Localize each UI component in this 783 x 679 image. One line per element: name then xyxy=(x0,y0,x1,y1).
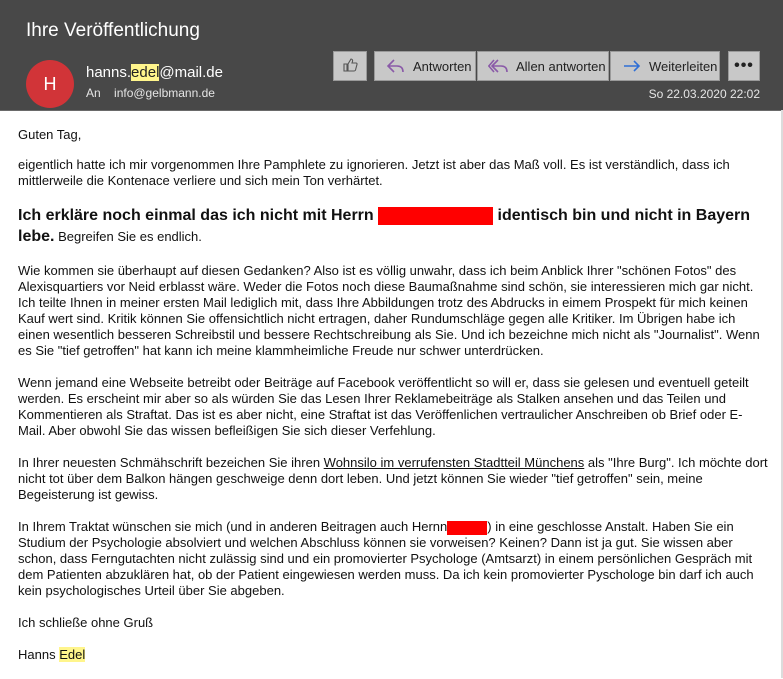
signature xyxy=(18,647,768,663)
recipient-address[interactable]: info@gelbmann.de xyxy=(114,86,215,100)
greeting: Guten Tag, xyxy=(18,127,82,142)
forward-icon xyxy=(619,56,645,76)
reply-all-label: Allen antworten xyxy=(516,58,606,74)
forward-button[interactable] xyxy=(610,51,720,81)
sender-address[interactable] xyxy=(86,64,223,81)
reply-button[interactable] xyxy=(374,51,476,81)
signature-first: Hanns xyxy=(18,647,60,662)
paragraph-wohnsilo-a: In Ihrer neuesten Schmähschrift bezeichen Sie ihren xyxy=(18,455,324,470)
reply-label: Antworten xyxy=(413,58,472,74)
paragraph-website: Wenn jemand eine Webseite betreibt oder Beiträge auf Facebook veröffentlicht so will er, dass sie gelesen und eventuell geteilt werden. Es erscheint mir aber so als würden Sie das Lesen Ihrer Reklamebeiträge als Stalken ansehen und das Teilen und Kommentieren als Straftat. Das ist es aber nicht, eine Straftat ist das Veröffenlichen vertraulicher Anschreiben ob Brief oder E-Mail. Aber obwohl Sie das wissen befleißigen Sie sich dieser Verfehlung. xyxy=(18,375,749,438)
recipient-row xyxy=(86,86,215,100)
sender-address-prefix: hanns. xyxy=(86,64,132,81)
thumbs-up-icon xyxy=(342,57,358,76)
paragraph-traktat-a: In Ihrem Traktat wünschen sie mich (und in anderen Beitragen auch Hernn xyxy=(18,519,448,534)
recipient-label: An xyxy=(86,86,101,100)
paragraph-intro: eigentlich hatte ich mir vorgenommen Ihre Pamphlete zu ignorieren. Jetzt ist aber das Maß voll. Es ist verständlich, dass ich mittlerweile die Kontenace verliere und sich mein Ton verhärtet. xyxy=(18,157,730,188)
redacted-name-box-small xyxy=(447,521,487,535)
sender-address-suffix: @mail.de xyxy=(159,64,223,81)
sender-address-highlight: edel xyxy=(131,64,160,81)
paragraph-wohnsilo-b: als "Ihre Burg". Ich möchte dort nicht tot über dem Balkon hängen geschweige denn dort leben. Und jetzt können Sie wieder "tief getroffen" sein, meine Begeisterung ist gewiss. xyxy=(18,455,768,502)
sender-avatar[interactable] xyxy=(26,60,74,108)
message-body xyxy=(18,127,768,679)
like-button[interactable] xyxy=(333,51,367,81)
signature-last: Edel xyxy=(59,647,86,662)
paragraph-traktat xyxy=(18,519,768,599)
bold-statement-part3: Begreifen Sie es endlich. xyxy=(54,229,202,244)
reply-all-button[interactable] xyxy=(477,51,609,81)
message-header xyxy=(0,0,783,111)
bold-statement-part2: identisch bin und nicht in Bayern lebe. xyxy=(18,207,751,245)
message-subject: Ihre Veröffentlichung xyxy=(26,20,200,41)
wohnsilo-link[interactable]: Wohnsilo im verrufensten Stadtteil Münchens xyxy=(323,455,585,470)
avatar-letter: H xyxy=(43,73,57,94)
bold-statement-part1: Ich erkläre noch einmal das ich nicht mit Herrn xyxy=(18,207,379,224)
paragraph-wohnsilo xyxy=(18,455,768,503)
reply-icon xyxy=(383,56,409,76)
reply-all-icon xyxy=(486,56,512,76)
more-actions-button[interactable] xyxy=(728,51,760,81)
paragraph-traktat-b: ) in eine geschlosse Anstalt. Haben Sie ein Studium der Psychologie absolviert und welchen Abschluss können sie vorweisen? Keinen? Dann ist ja gut. Sie wissen aber schon, dass Ferngutachten nicht zulässig sind und ein promovierter Psychologe (Amtsarzt) in einem persönlichen Gespräch mit dem Patienten abzuklären hat, ob der Patient eingewiesen werden muss. Da ich kein promovierter Pyschologe bin darf ich auch kein psychologisches Urteil über Sie abgeben. xyxy=(18,519,754,598)
more-icon: ••• xyxy=(734,57,754,74)
forward-label: Weiterleiten xyxy=(649,58,718,74)
closing-line: Ich schließe ohne Gruß xyxy=(18,615,154,630)
paragraph-photos: Wie kommen sie überhaupt auf diesen Gedanken? Also ist es völlig unwahr, dass ich beim Anblick Ihrer "schönen Fotos" des Alexisquartiers vor Neid erblasst wäre. Weder die Fotos noch diese Baumaßnahme sind schön, sie interessieren mich gar nicht. Ich teilte Ihnen in meiner ersten Mail lediglich mit, dass Ihre Abbildungen trotz des Abdrucks in eimem Prospekt für mich keinen Kauf wert sind. Kritik können Sie offensichtlich nicht ertragen, daher Rundumschläge gegen alle Kritiker. Im Übrigen habe ich einen wesentlich besseren Schreibstil und bessere Rechtschreibung als Sie. Und ich bezeichne mich nicht als "Journalist". Wenn es Sie "tief getroffen" hat kann ich meine klammheimliche Freude nur schwer unterdrücken. xyxy=(18,263,760,358)
redacted-name-box xyxy=(378,207,493,225)
bold-statement xyxy=(18,205,768,247)
message-date: So 22.03.2020 22:02 xyxy=(648,87,760,101)
